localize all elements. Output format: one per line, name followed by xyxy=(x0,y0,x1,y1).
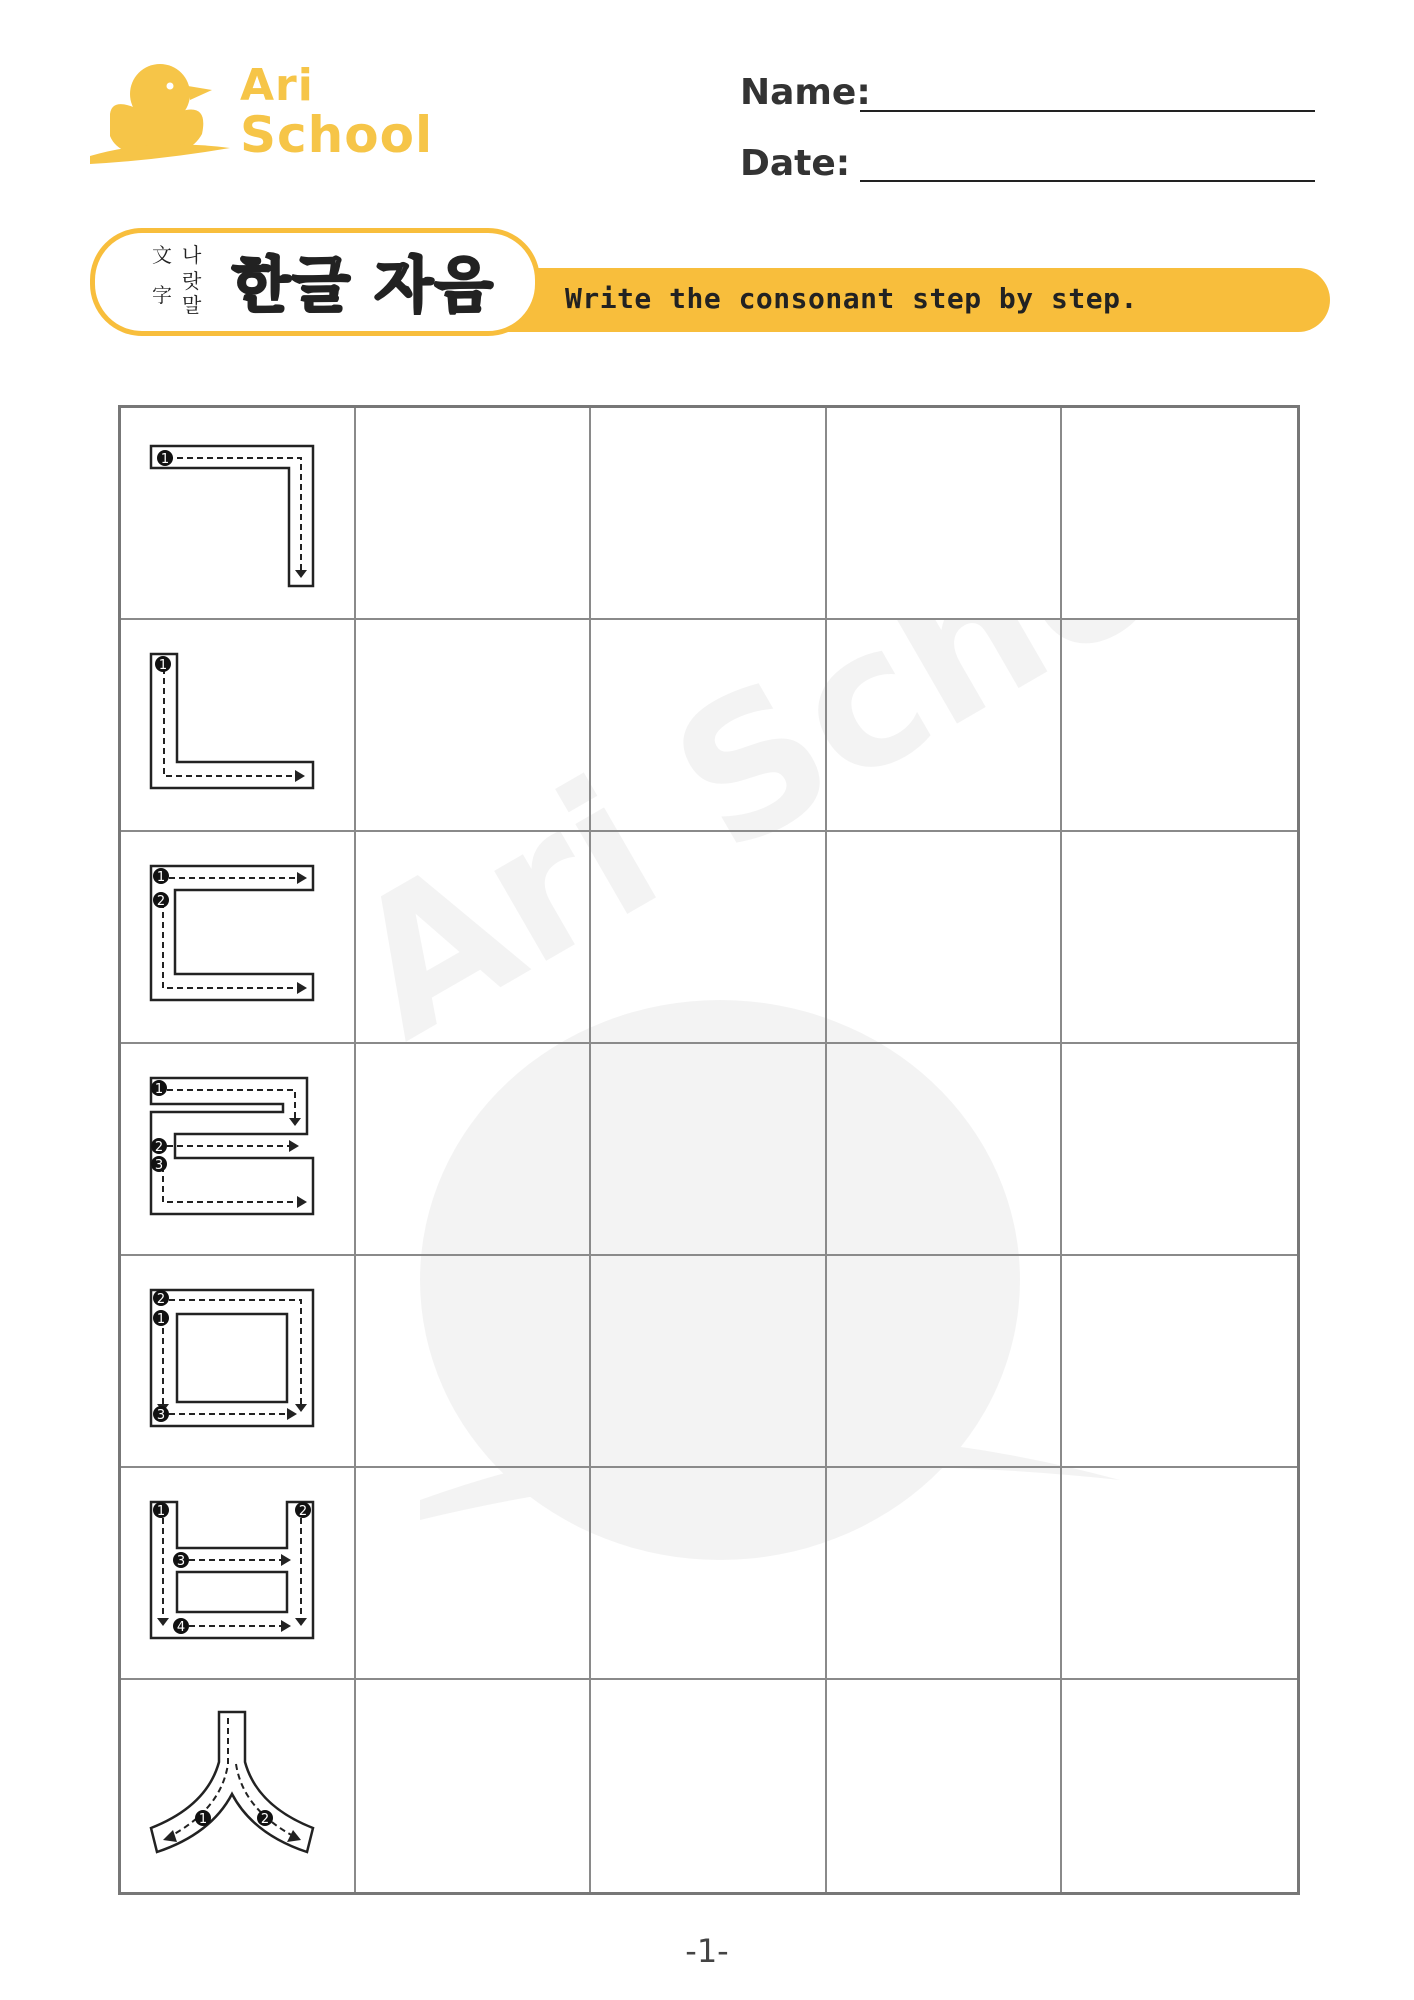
practice-cell[interactable] xyxy=(591,1256,826,1468)
stroke-order-label: 1 xyxy=(154,1082,164,1097)
date-field[interactable] xyxy=(860,180,1315,182)
practice-cell[interactable] xyxy=(356,832,591,1044)
practice-cell[interactable] xyxy=(1062,1468,1297,1680)
practice-cell[interactable] xyxy=(591,1680,826,1892)
guide-cell-giyeok xyxy=(121,408,356,620)
practice-cell[interactable] xyxy=(1062,832,1297,1044)
duck-icon xyxy=(90,56,240,168)
practice-cell[interactable] xyxy=(827,620,1062,832)
practice-cell[interactable] xyxy=(591,408,826,620)
svg-text:文: 文 xyxy=(152,243,172,267)
bieup-stroke-guide-icon xyxy=(145,1498,315,1648)
logo-text-ari: Ari xyxy=(240,60,314,111)
practice-cell[interactable] xyxy=(1062,620,1297,832)
page-number: -1- xyxy=(685,1932,729,1970)
practice-cell[interactable] xyxy=(827,408,1062,620)
practice-cell[interactable] xyxy=(1062,1256,1297,1468)
practice-cell[interactable] xyxy=(827,1680,1062,1892)
stroke-order-label: 2 xyxy=(260,1812,270,1827)
digeut-stroke-guide-icon xyxy=(145,862,315,1012)
practice-cell[interactable] xyxy=(591,832,826,1044)
stroke-order-label: 2 xyxy=(156,1292,166,1307)
svg-text:字: 字 xyxy=(152,283,172,307)
guide-cell-rieul xyxy=(121,1044,356,1256)
guide-cell-digeut xyxy=(121,832,356,1044)
guide-cell-bieup xyxy=(121,1468,356,1680)
practice-cell[interactable] xyxy=(827,832,1062,1044)
rieul-stroke-guide-icon xyxy=(145,1074,315,1224)
logo-text-school: School xyxy=(240,106,434,164)
guide-cell-nieun xyxy=(121,620,356,832)
seal-icon xyxy=(150,240,208,316)
siot-stroke-guide-icon xyxy=(145,1710,315,1860)
stroke-order-label: 3 xyxy=(156,1408,166,1423)
stroke-order-label: 2 xyxy=(156,894,166,909)
stroke-order-label: 2 xyxy=(154,1140,164,1155)
stroke-order-label: 3 xyxy=(176,1554,186,1569)
stroke-order-label: 1 xyxy=(156,1504,166,1519)
practice-cell[interactable] xyxy=(591,1044,826,1256)
nieun-stroke-guide-icon xyxy=(145,650,315,800)
svg-text:말: 말 xyxy=(182,293,202,316)
giyeok-stroke-guide-icon xyxy=(145,438,315,588)
guide-cell-siot xyxy=(121,1680,356,1892)
practice-cell[interactable] xyxy=(591,620,826,832)
stroke-order-label: 3 xyxy=(154,1158,164,1173)
practice-cell[interactable] xyxy=(356,1044,591,1256)
name-field[interactable] xyxy=(860,110,1315,112)
practice-cell[interactable] xyxy=(356,408,591,620)
practice-cell[interactable] xyxy=(827,1044,1062,1256)
practice-grid xyxy=(118,405,1300,1895)
practice-cell[interactable] xyxy=(356,1468,591,1680)
practice-cell[interactable] xyxy=(1062,408,1297,620)
stroke-order-label: 2 xyxy=(298,1504,308,1519)
name-label: Name: xyxy=(740,72,871,113)
stroke-order-label: 4 xyxy=(176,1620,186,1635)
instruction-text: Write the consonant step by step. xyxy=(565,282,1138,315)
stroke-order-label: 1 xyxy=(156,870,166,885)
page-title: 한글 자음 xyxy=(232,251,495,321)
practice-cell[interactable] xyxy=(356,1680,591,1892)
guide-cell-mieum xyxy=(121,1256,356,1468)
svg-text:나: 나 xyxy=(182,243,202,267)
mieum-stroke-guide-icon xyxy=(145,1286,315,1436)
practice-cell[interactable] xyxy=(1062,1044,1297,1256)
date-label: Date: xyxy=(740,143,851,184)
practice-cell[interactable] xyxy=(356,620,591,832)
svg-text:랏: 랏 xyxy=(182,269,202,293)
practice-cell[interactable] xyxy=(827,1468,1062,1680)
logo xyxy=(90,52,450,172)
stroke-order-label: 1 xyxy=(160,452,170,467)
practice-cell[interactable] xyxy=(356,1256,591,1468)
practice-cell[interactable] xyxy=(591,1468,826,1680)
stroke-order-label: 1 xyxy=(198,1812,208,1827)
stroke-order-label: 1 xyxy=(158,658,168,673)
practice-cell[interactable] xyxy=(1062,1680,1297,1892)
practice-cell[interactable] xyxy=(827,1256,1062,1468)
stroke-order-label: 1 xyxy=(156,1312,166,1327)
